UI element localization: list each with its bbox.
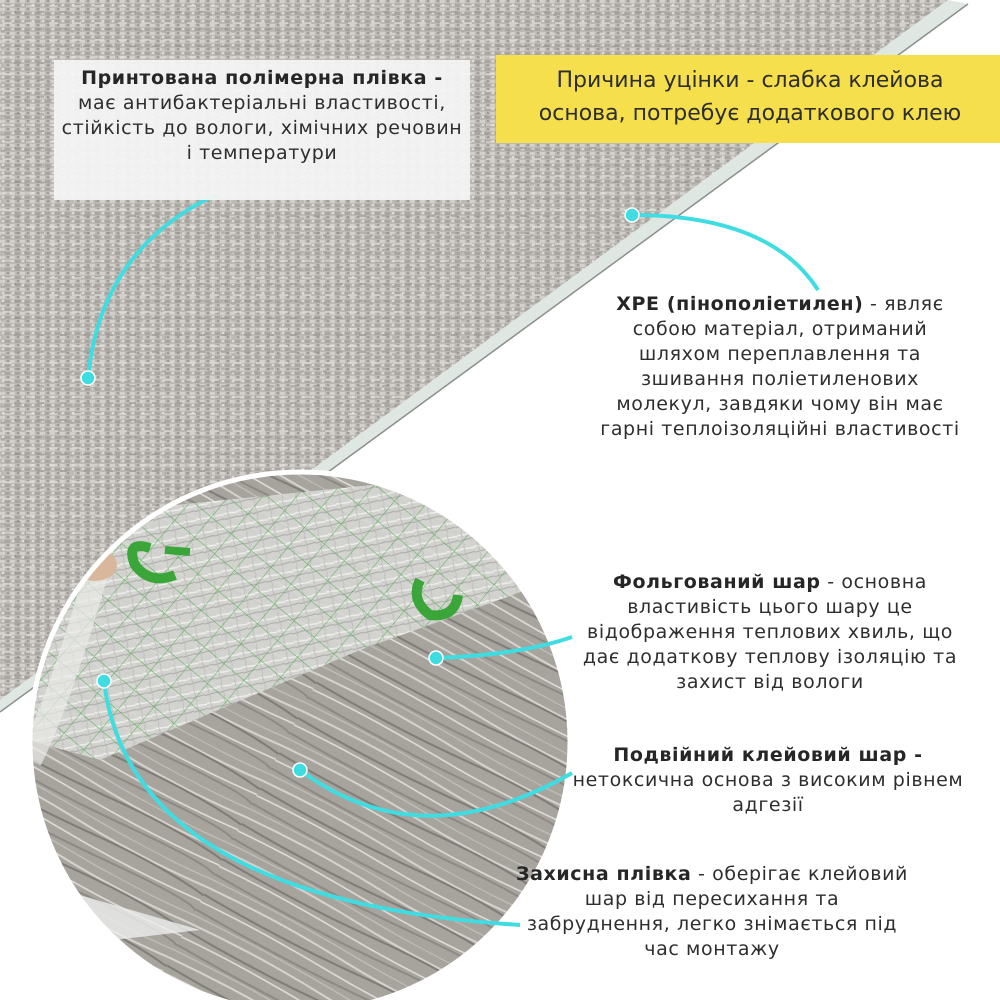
adhesive-callout-text: нетоксична основа з високим рівнем адгезії [572, 769, 964, 816]
adhesive-callout-title: Подвійний клейовий шар - [613, 744, 923, 766]
protective-callout-text: - оберігає клейовий шар від пересихання та забруднення, легко знімається під час монтажу [526, 863, 908, 960]
film-callout-text: має антибактеріальні властивості, стійкість до вологи, хімічних речовин і температури [61, 92, 463, 164]
foil-callout-text: - основна властивість цього шару це відображення теплових хвиль, що дає додаткову теплову ізоляцію та захист від вологи [582, 571, 958, 693]
detail-circle [28, 470, 572, 1000]
film-callout-title: Принтована полімерна плівка - [81, 67, 443, 89]
film-callout [60, 66, 464, 166]
foil-callout-title: Фольгований шар [613, 571, 821, 593]
xpe-callout-title: XPE (пінополіетилен) [616, 293, 864, 315]
xpe-callout-text: - являє собою матеріал, отриманий шляхом переплавлення та зшивання поліетиленових молекул, завдяки чому він має гарні теплоізоляційні властивості [600, 293, 960, 440]
adhesive-callout [568, 743, 968, 818]
markdown-reason-text: Причина уцінки - слабка клейова основа, потребує додаткового клею [538, 68, 962, 126]
xpe-callout [590, 292, 970, 442]
protective-callout [512, 862, 912, 962]
foil-callout [570, 570, 970, 695]
protective-callout-title: Захисна плівка [516, 863, 692, 885]
